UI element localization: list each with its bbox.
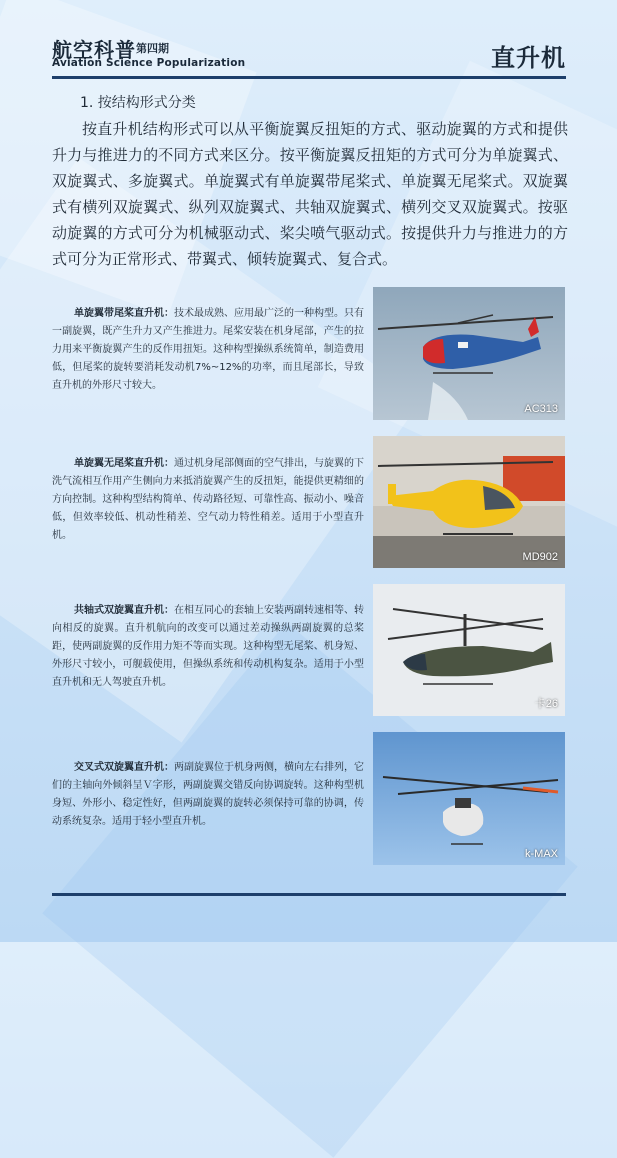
item-text: 通过机身尾部侧面的空气排出，与旋翼的下洗气流相互作用产生侧向力来抵消旋翼产生的反扭矩，能提供更精细的方向控制。这种构型结构简单、传动路径短、可靠性高、振动小、噪音低，但效率较低、机动性稍差、空气动力特性稍差。适用于小型直升机。 bbox=[52, 458, 364, 541]
item-description bbox=[52, 455, 364, 545]
subsection-heading: 1. 按结构形式分类 bbox=[80, 95, 196, 111]
item-description bbox=[52, 759, 364, 831]
footer-rule bbox=[52, 893, 566, 896]
item-description bbox=[52, 305, 364, 395]
item-term: 交叉式双旋翼直升机： bbox=[74, 762, 174, 773]
item-term: 共轴式双旋翼直升机： bbox=[74, 605, 174, 616]
intro-paragraph: 按直升机结构形式可以从平衡旋翼反扭矩的方式、驱动旋翼的方式和提供升力与推进力的不同方式来区分。按平衡旋翼反扭矩的方式可分为单旋翼式、双旋翼式、多旋翼式。单旋翼式有单旋翼带尾桨式、单旋翼无尾桨式。双旋翼式有横列双旋翼式、纵列双旋翼式、共轴双旋翼式、横列交叉双旋翼式。按驱动旋翼的方式可分为机械驱动式、桨尖喷气驱动式。按提供升力与推进力的方式可分为正常形式、带翼式、倾转旋翼式、复合式。 bbox=[52, 120, 568, 268]
item-description bbox=[52, 602, 364, 692]
item-text: 技术最成熟、应用最广泛的一种构型。只有一副旋翼，既产生升力又产生推进力。尾桨安装在机身尾部，产生的拉力用来平衡旋翼产生的反作用扭矩。这种构型操纵系统简单，制造费用低，但尾桨的旋转要消耗发动机7%~12%的功率，而且尾部长，导致直升机的外形尺寸较大。 bbox=[52, 308, 364, 391]
photo-caption: MD902 bbox=[522, 551, 558, 563]
item-text: 两副旋翼位于机身两侧，横向左右排列，它们的主轴向外倾斜呈Ｖ字形，两副旋翼交错反向协调旋转。这种构型机身短、外形小、稳定性好，但两副旋翼的旋转必须保持可靠的协调，传动系统复杂。适用于轻小型直升机。 bbox=[52, 762, 364, 827]
item-term: 单旋翼无尾桨直升机： bbox=[74, 458, 174, 469]
header-rule bbox=[52, 76, 566, 79]
helicopter-photo bbox=[373, 287, 565, 420]
ac313-illustration bbox=[373, 287, 565, 420]
section-title: 直升机 bbox=[491, 44, 566, 72]
helicopter-photo bbox=[373, 436, 565, 568]
md902-illustration bbox=[373, 436, 565, 568]
magazine-issue: 第四期 bbox=[136, 42, 169, 55]
page-header bbox=[52, 34, 566, 74]
kmax-illustration bbox=[373, 732, 565, 865]
helicopter-photo bbox=[373, 732, 565, 865]
magazine-title: 航空科普 bbox=[52, 38, 136, 62]
item-term: 单旋翼带尾桨直升机： bbox=[74, 308, 174, 319]
helicopter-photo bbox=[373, 584, 565, 716]
photo-caption: AC313 bbox=[524, 403, 558, 415]
photo-caption: k-MAX bbox=[525, 848, 558, 860]
magazine-english-title: Aviation Science Popularization bbox=[52, 57, 246, 69]
photo-caption: 卡26 bbox=[534, 698, 558, 710]
item-text: 在相互同心的套轴上安装两副转速相等、转向相反的旋翼。直升机航向的改变可以通过差动操纵两副旋翼的总桨距，使两副旋翼的反作用力矩不等而实现。这种构型无尾桨、机身短、外形尺寸较小，可舰载使用，但操纵系统和传动机构复杂。适用于小型直升机和无人驾驶直升机。 bbox=[52, 605, 364, 688]
